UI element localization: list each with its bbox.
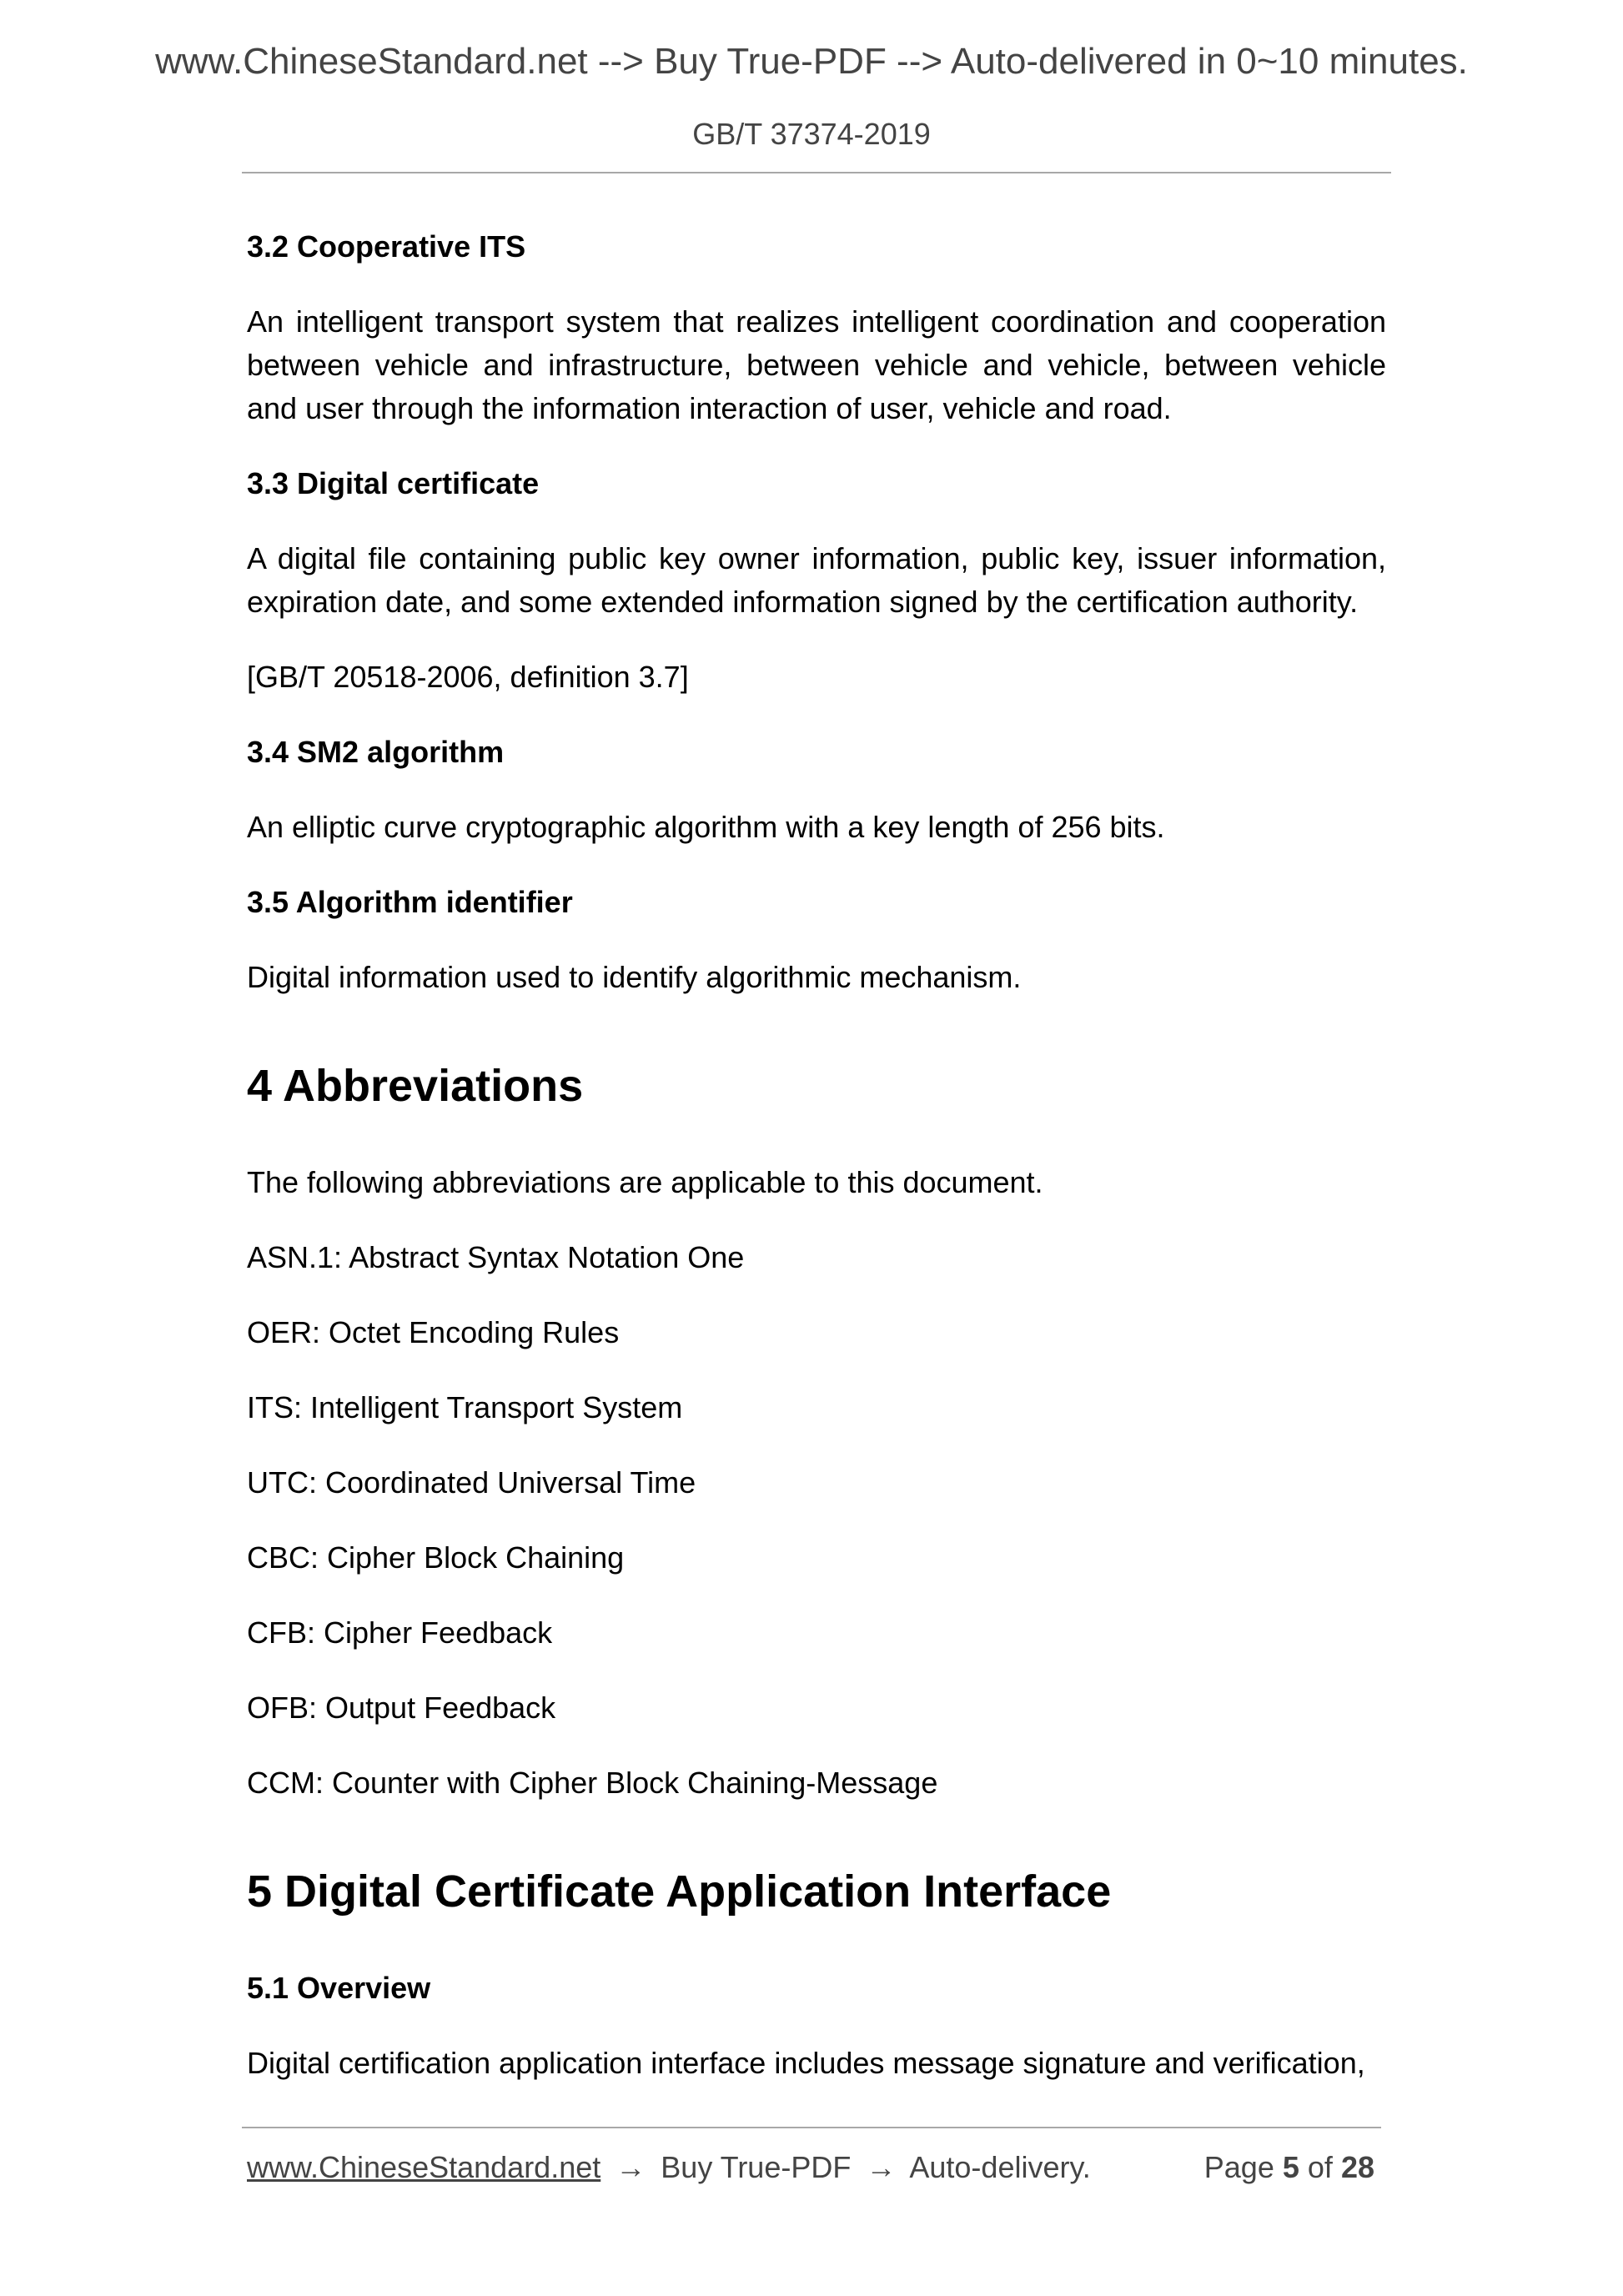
page-indicator [1204, 2150, 1374, 2185]
header-divider [242, 172, 1391, 173]
footer-delivery-text: Auto-delivery. [909, 2150, 1091, 2184]
document-code: GB/T 37374-2019 [692, 117, 931, 151]
section-5-title: 5 Digital Certificate Application Interface [247, 1866, 1112, 1917]
section-3-4-body: An elliptic curve cryptographic algorithm with a key length of 256 bits. [247, 810, 1165, 844]
footer-left [247, 2150, 1091, 2185]
section-3-3-title: 3.3 Digital certificate [247, 466, 540, 500]
page-number: 5 [1282, 2150, 1299, 2184]
top-banner: www.ChineseStandard.net --> Buy True-PDF --> Auto-delivered in 0~10 minutes. [155, 41, 1468, 82]
footer-site-link[interactable]: www.ChineseStandard.net [247, 2150, 601, 2184]
abbreviation-item: CCM: Counter with Cipher Block Chaining-Message [247, 1766, 938, 1800]
section-3-4-title: 3.4 SM2 algorithm [247, 735, 505, 769]
abbreviation-item: CFB: Cipher Feedback [247, 1615, 553, 1650]
abbreviation-item: CBC: Cipher Block Chaining [247, 1540, 625, 1575]
arrow-right-icon: → [616, 2150, 646, 2184]
section-3-3-reference: [GB/T 20518-2006, definition 3.7] [247, 660, 689, 694]
section-3-5-title: 3.5 Algorithm identifier [247, 885, 573, 919]
section-3-3-body: A digital file containing public key owner information, public key, issuer information, expiration date, and some extended information signed by the certification authority. [247, 541, 1386, 619]
abbreviation-item: OER: Octet Encoding Rules [247, 1315, 620, 1349]
section-5-1-body: Digital certification application interface includes message signature and verification, [247, 2046, 1365, 2080]
section-4-title: 4 Abbreviations [247, 1061, 584, 1111]
page-footer [247, 2150, 1374, 2185]
page-content [247, 225, 1386, 2117]
section-3-2-body: An intelligent transport system that realizes intelligent coordination and cooperation between vehicle and infrastructure, between vehicle and vehicle, between vehicle and user through the information interaction of user, vehicle and road. [247, 304, 1386, 425]
section-5-1-title: 5.1 Overview [247, 1971, 431, 2005]
section-4-intro: The following abbreviations are applicable to this document. [247, 1165, 1043, 1199]
abbreviation-item: UTC: Coordinated Universal Time [247, 1465, 696, 1500]
footer-divider [242, 2127, 1381, 2128]
page-label: Page [1203, 2150, 1274, 2184]
arrow-right-icon: → [866, 2150, 897, 2184]
section-3-2-title: 3.2 Cooperative ITS [247, 229, 526, 264]
page-total: 28 [1340, 2150, 1374, 2184]
abbreviation-item: OFB: Output Feedback [247, 1691, 556, 1725]
abbreviation-item: ITS: Intelligent Transport System [247, 1390, 683, 1424]
of-label: of [1307, 2150, 1333, 2184]
footer-buy-text: Buy True-PDF [661, 2150, 852, 2184]
abbreviation-item: ASN.1: Abstract Syntax Notation One [247, 1240, 745, 1274]
section-3-5-body: Digital information used to identify algorithmic mechanism. [247, 960, 1022, 994]
